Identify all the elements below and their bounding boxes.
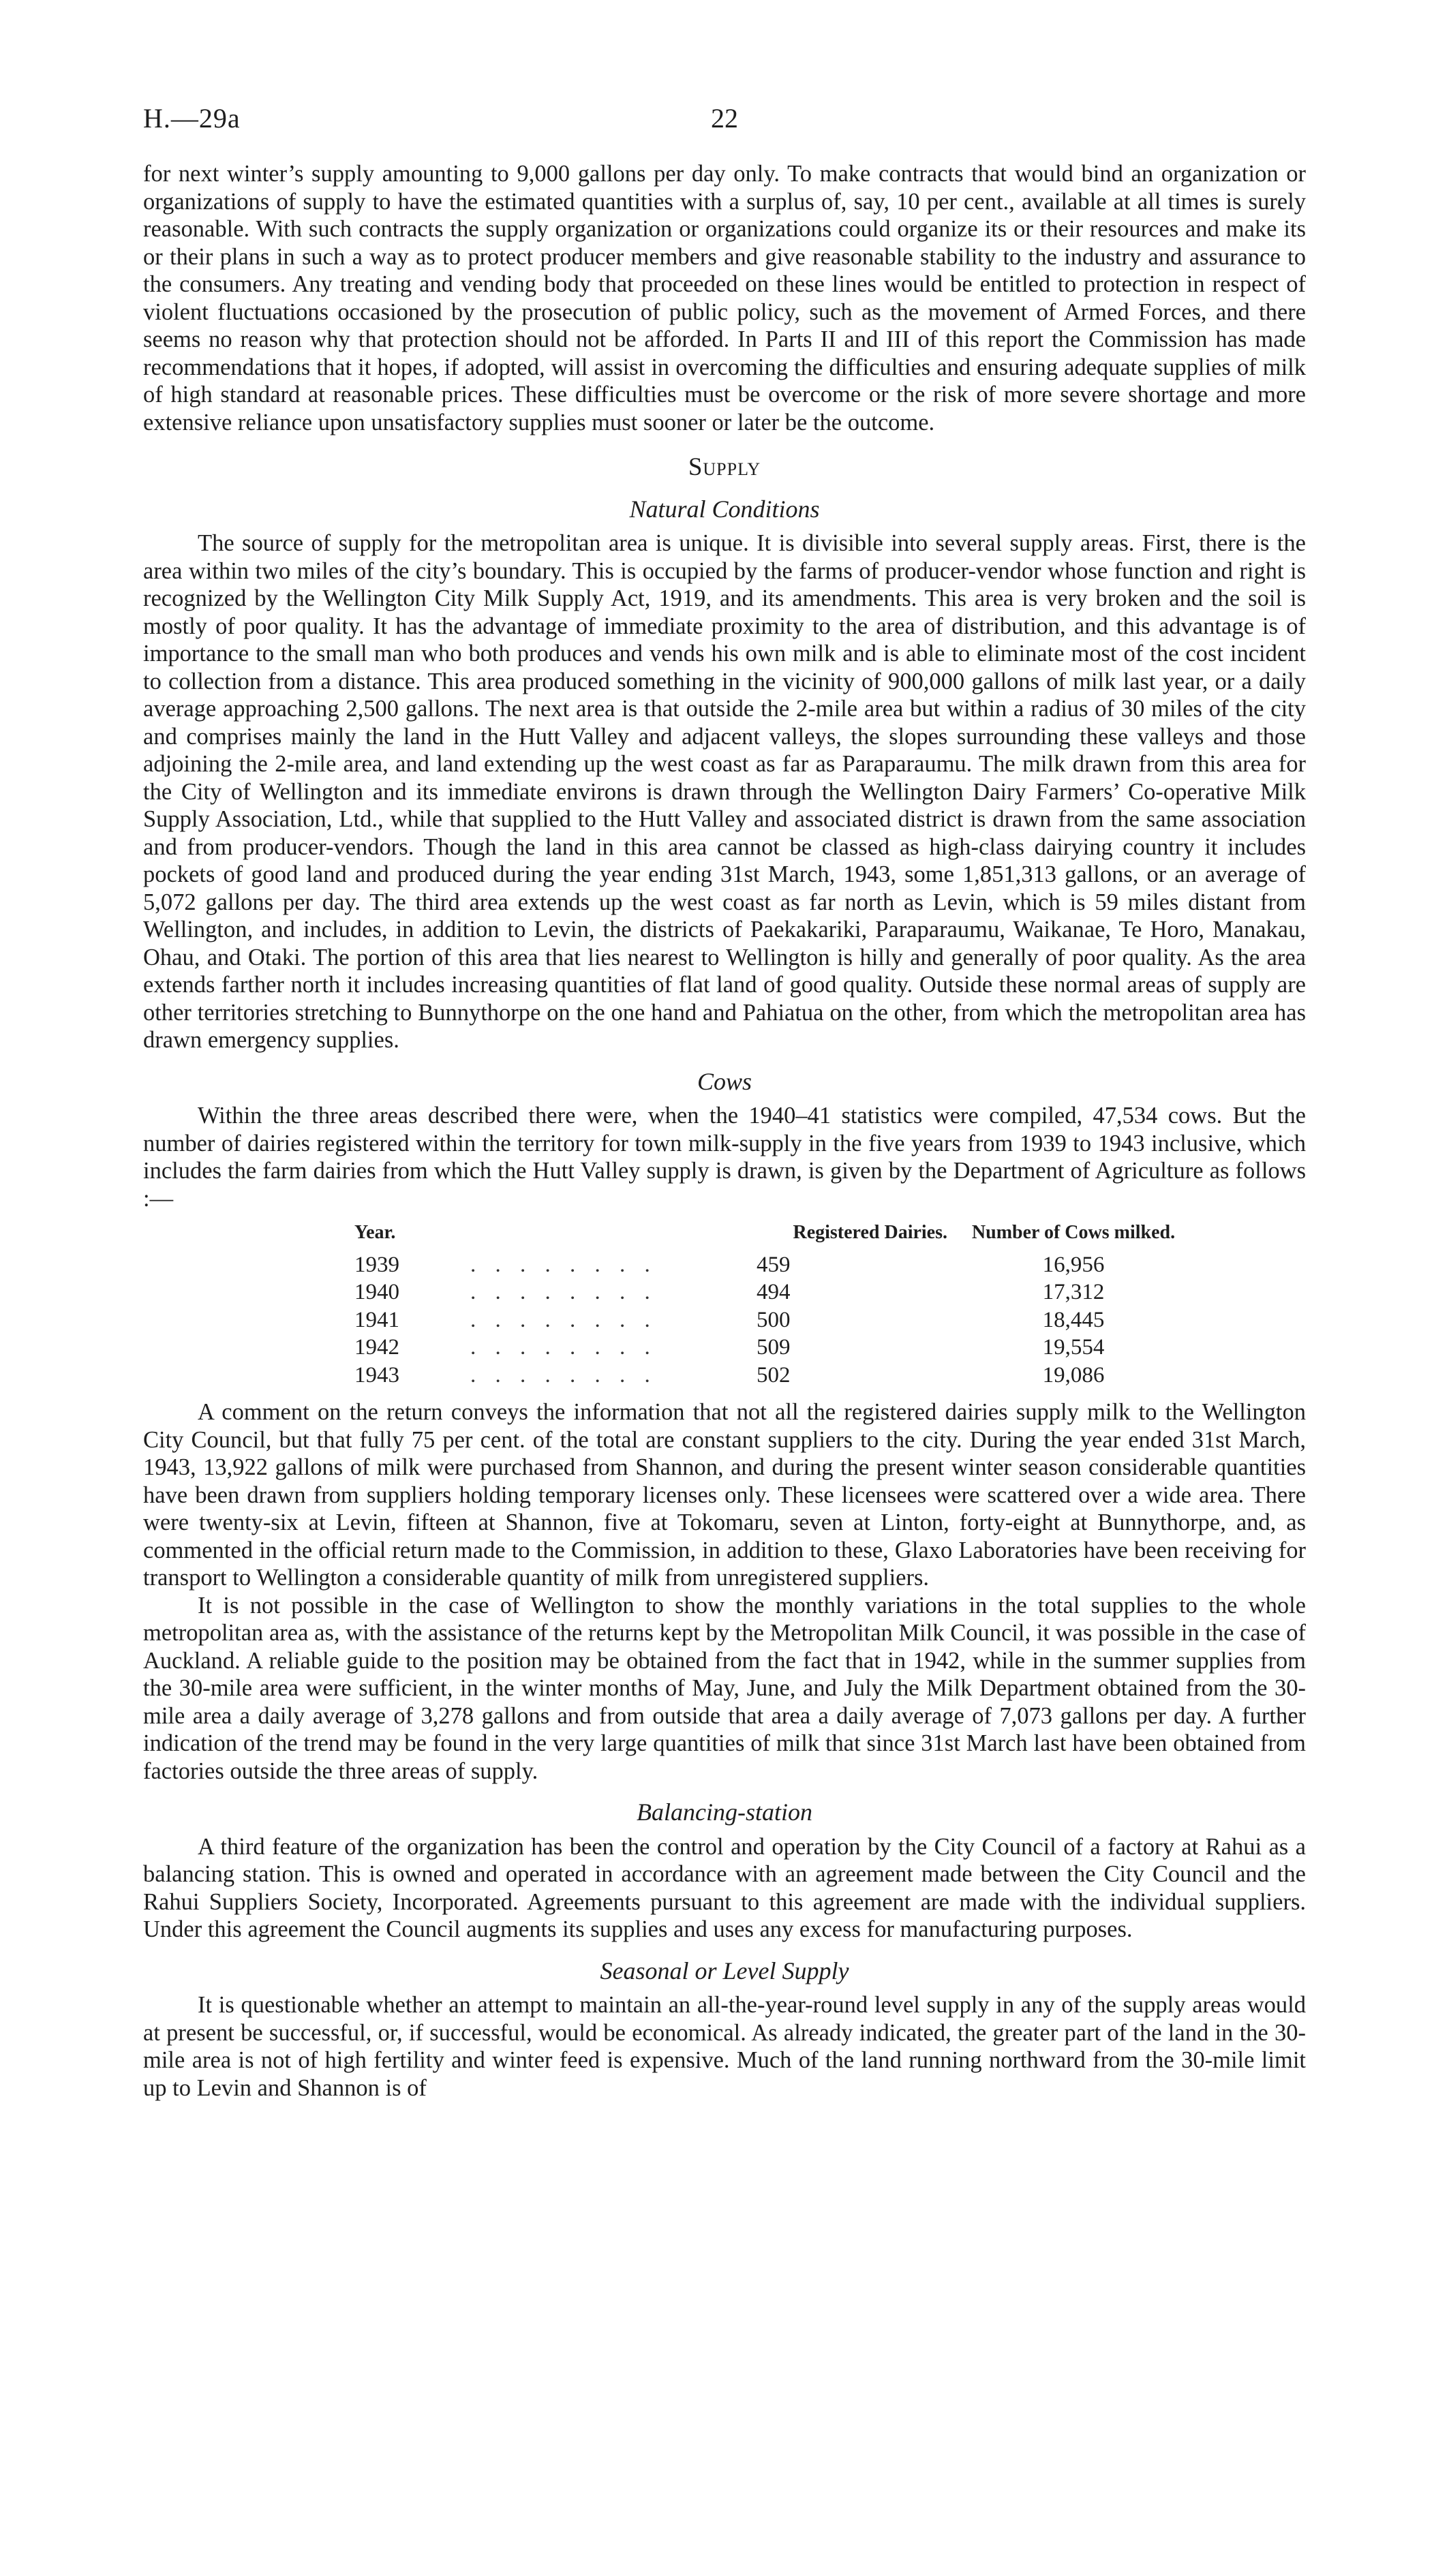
page-number: 22 — [711, 103, 738, 134]
body-text — [143, 160, 1306, 2102]
table-row — [348, 1362, 1186, 1390]
table-cell-cows: 19,554 — [1042, 1335, 1105, 1360]
dairies-table — [348, 1219, 1186, 1389]
table-row — [348, 1334, 1186, 1362]
table-cell-cows: 18,445 — [1042, 1307, 1105, 1332]
table-cell-cows: 19,086 — [1042, 1362, 1105, 1387]
section-title-supply: Supply — [688, 453, 761, 481]
balancing-station-paragraph: A third feature of the organization has been the control and operation by the City Council of a factory at Rahui as a balancing station. This is owned and operated in accordance with an agreement made between the City Council and the Rahui Suppliers Society, Incorporated. Agreements pursuant to this agreement are made with the individual suppliers. Under this agreement the Council augments its supplies and uses any excess for manufacturing purposes. — [143, 1833, 1306, 1942]
leader-dots: . . . . . . . . — [470, 1252, 657, 1277]
table-header-cows: Number of Cows milked. — [971, 1222, 1176, 1243]
table-header-row — [348, 1219, 1186, 1251]
table-header-dairies: Registered Dairies. — [793, 1222, 947, 1243]
table-header-year: Year. — [354, 1222, 396, 1243]
subsection-title-natural-conditions: Natural Conditions — [629, 495, 820, 523]
table-cell-year: 1941 — [354, 1307, 399, 1332]
leader-dots: . . . . . . . . — [470, 1307, 657, 1332]
table-row — [348, 1306, 1186, 1334]
leader-dots: . . . . . . . . — [470, 1362, 657, 1387]
table-cell-dairies: 509 — [757, 1335, 791, 1360]
table-cell-cows: 17,312 — [1042, 1280, 1105, 1304]
subsection-title-cows: Cows — [697, 1067, 752, 1095]
table-cell-year: 1943 — [354, 1362, 399, 1387]
cows-paragraph: Within the three areas described there were, when the 1940–41 statistics were compiled, 47,534 cows. But the number of dairies registered within the territory for town milk-supply in the five years from 1939 to 1943 inclusive, which includes the farm dairies from which the Hutt Valley supply is drawn, is given by the Department of Agriculture as follows :— — [143, 1103, 1306, 1212]
table-cell-dairies: 459 — [757, 1252, 791, 1277]
intro-paragraph: for next winter’s supply amounting to 9,000 gallons per day only. To make contracts that would bind an organization or organizations of supply to have the estimated quantities with a surplus of, say, 10 per cent., available at all times is surely reasonable. With such contracts the supply organization or organizations could organize its or their resources and make its or their plans in such a way as to protect producer members and give reasonable stability to the industry and assurance to the consumers. Any treating and vending body that proceeded on these lines would be entitled to protection in respect of violent fluctuations occasioned by the prosecution of public policy, such as the movement of Armed Forces, and there seems no reason why that protection should not be afforded. In Parts II and III of this report the Commission has made recommendations that it hopes, if adopted, will assist in overcoming the difficulties and ensuring adequate supplies of milk of high standard at reasonable prices. These difficulties must be overcome or the risk of more severe shortage and more extensive reliance upon unsatisfactory supplies must sooner or later be the outcome. — [143, 161, 1306, 435]
leader-dots: . . . . . . . . — [470, 1335, 657, 1360]
table-cell-dairies: 502 — [757, 1362, 791, 1387]
table-cell-year: 1940 — [354, 1280, 399, 1304]
subsection-title-seasonal-supply: Seasonal or Level Supply — [600, 1957, 849, 1984]
leader-dots: . . . . . . . . — [470, 1280, 657, 1304]
seasonal-supply-paragraph: It is questionable whether an attempt to maintain an all-the-year-round level supply in any of the supply areas would at present be successful, or, if successful, would be economical. As already indicated, the greater part of the land in the 30-mile area is not of high fertility and winter feed is expensive. Much of the land running northward from the 30-mile limit up to Levin and Shannon is of — [143, 1992, 1306, 2101]
subsection-title-balancing-station: Balancing-station — [637, 1798, 812, 1826]
table-cell-cows: 16,956 — [1042, 1252, 1105, 1277]
table-row — [348, 1251, 1186, 1279]
cows-comment-paragraph: A comment on the return conveys the information that not all the registered dairies supply milk to the Wellington City Council, but that fully 75 per cent. of the total are constant suppliers to the city. During the year ended 31st March, 1943, 13,922 gallons of milk were purchased from Shannon, and during the present winter season considerable quantities have been drawn from suppliers holding temporary licenses only. These licensees were scattered over a wide area. There were twenty-six at Levin, fifteen at Shannon, five at Tokomaru, seven at Linton, forty-eight at Bunnythorpe, and, as commented in the official return made to the Commission, in addition to these, Glaxo Laboratories have been receiving for transport to Wellington a considerable quantity of milk from unregistered suppliers. — [143, 1399, 1306, 1591]
natural-conditions-paragraph: The source of supply for the metropolitan area is unique. It is divisible into several supply areas. First, there is the area within two miles of the city’s boundary. This is occupied by the farms of producer-vendor whose function and right is recognized by the Wellington City Milk Supply Act, 1919, and its amendments. This area is very broken and the soil is mostly of poor quality. It has the advantage of immediate proximity to the area of distribution, and this advantage is of importance to the small man who both produces and vends his own milk and is able to eliminate most of the cost incident to collection from a distance. This area produced something in the vicinity of 900,000 gallons of milk last year, or a daily average approaching 2,500 gallons. The next area is that outside the 2-mile area but within a radius of 30 miles of the city and comprises mainly the land in the Hutt Valley and adjacent valleys, the slopes surrounding these valleys and those adjoining the 2-mile area, and land extending up the west coast as far as Paraparaumu. The milk drawn from this area for the City of Wellington and its immediate environs is drawn through the Wellington Dairy Farmers’ Co-operative Milk Supply Association, Ltd., while that supplied to the Hutt Valley and associated district is drawn from the same association and from producer-vendors. Though the land in this area cannot be classed as high-class dairying country it includes pockets of good land and produced during the year ending 31st March, 1943, some 1,851,313 gallons, or an average of 5,072 gallons per day. The third area extends up the west coast as far north as Levin, which is 59 miles distant from Wellington, and includes, in addition to Levin, the districts of Paekakariki, Paraparaumu, Waikanae, Te Horo, Manakau, Ohau, and Otaki. The portion of this area that lies nearest to Wellington is hilly and generally of poor quality. As the area extends farther north it includes increasing quantities of flat land of good quality. Outside these normal areas of supply are other territories stretching to Bunnythorpe on the one hand and Pahiatua on the other, from which the metropolitan area has drawn emergency supplies. — [143, 530, 1306, 1053]
table-cell-year: 1939 — [354, 1252, 399, 1277]
table-cell-dairies: 494 — [757, 1280, 791, 1304]
document-reference: H.—29a — [143, 103, 241, 134]
page-header — [143, 102, 1306, 143]
table-row — [348, 1278, 1186, 1306]
table-cell-year: 1942 — [354, 1335, 399, 1360]
monthly-variation-paragraph: It is not possible in the case of Wellington to show the monthly variations in the total supplies to the whole metropolitan area as, with the assistance of the returns kept by the Metropolitan Milk Council, it was possible in the case of Auckland. A reliable guide to the position may be obtained from the fact that in 1942, while in the summer supplies from the 30-mile area were sufficient, in the winter months of May, June, and July the Milk Department obtained from the 30-mile area a daily average of 3,278 gallons and from outside that area a daily average of 7,073 gallons per day. A further indication of the trend may be found in the very large quantities of milk that since 31st March last have been obtained from factories outside the three areas of supply. — [143, 1592, 1306, 1784]
table-cell-dairies: 500 — [757, 1307, 791, 1332]
